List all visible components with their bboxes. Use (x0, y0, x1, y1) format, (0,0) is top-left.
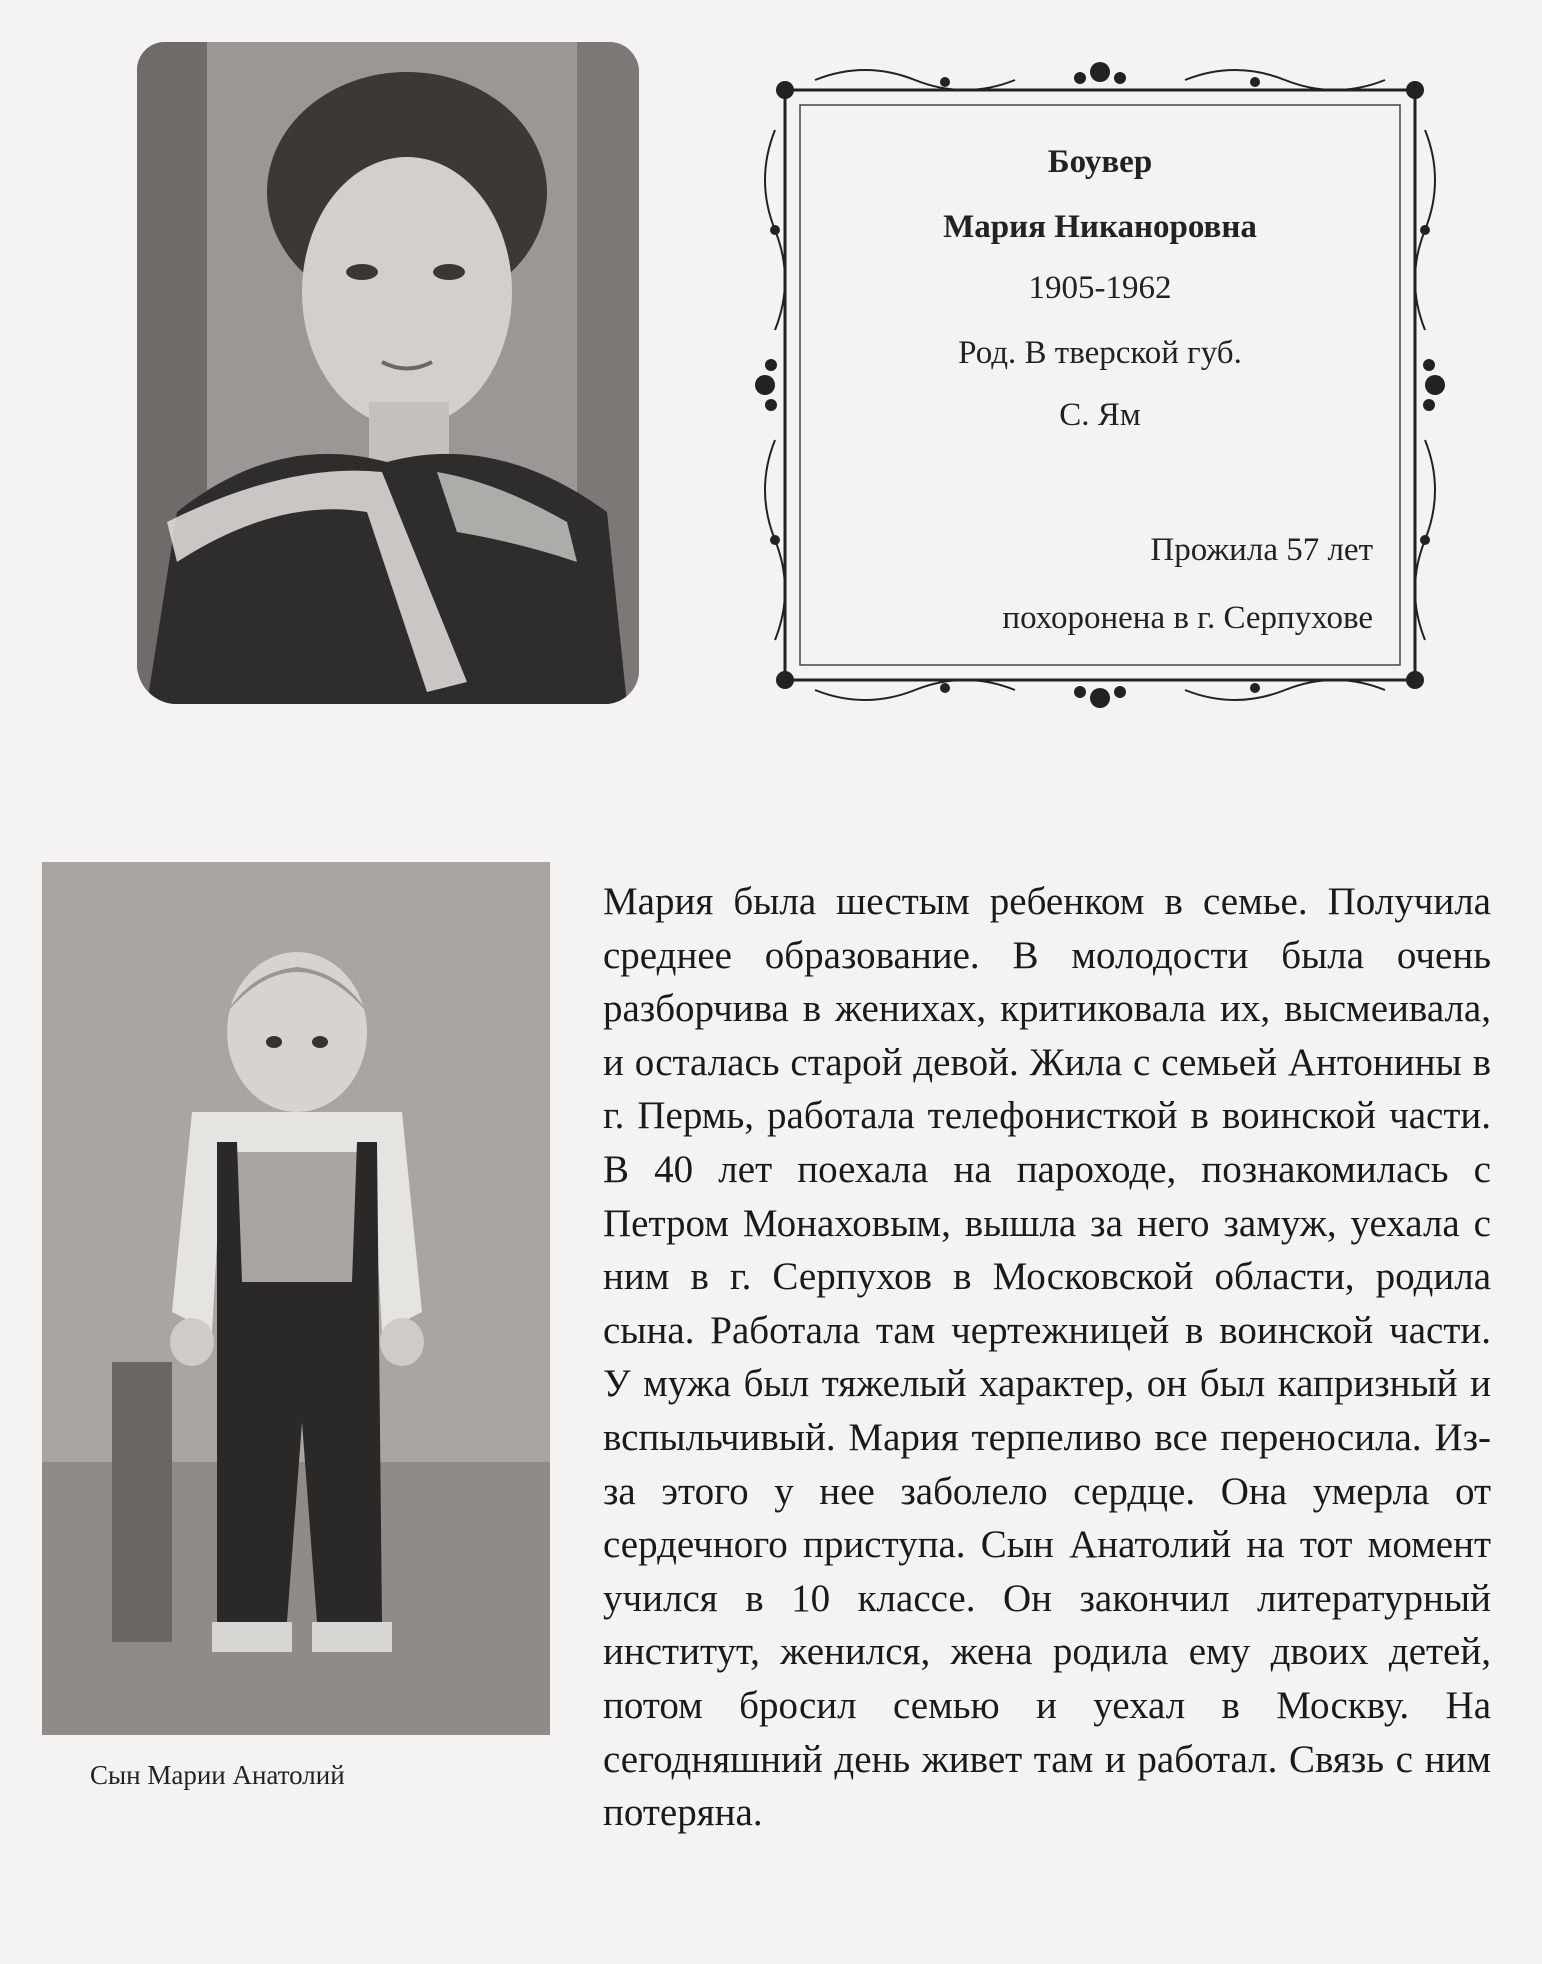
card-village: С. Ям (1059, 397, 1141, 433)
card-lived: Прожила 57 лет (1150, 532, 1373, 568)
photo-caption: Сын Марии Анатолий (90, 1760, 345, 1790)
card-surname: Боувер (1047, 144, 1153, 180)
portrait-illustration (137, 42, 639, 704)
bio-card-frame (745, 50, 1455, 720)
card-years: 1905-1962 (1028, 270, 1172, 306)
photo-son-anatoly (42, 862, 550, 1735)
biography-text: Мария была шестым ребенком в семье. Получила среднее образование. В молодости была очень разборчива в женихах, критиковала их, высмеивала, и осталась старой девой. Жила с семьей Антонины в г. Пермь, работала телефонисткой в воинской части. В 40 лет поехала на пароходе, познакомилась с Петром Монаховым, вышла за него замуж, уехала с ним в г. Серпухов в Московской области, родила сына. Работала там чертежницей в воинской части. У мужа был тяжелый характер, он был капризный и вспыльчивый. Мария терпеливо все переносила. Из-за этого у нее заболело сердце. Она умерла от сердечного приступа. Сын Анатолий на тот момент учился в 10 классе. Он закончил литературный институт, женился, жена родила ему двоих детей, потом бросил семью и уехал в Москву. На сегодняшний день живет там и работал. Связь с ним потеряна. (603, 880, 1491, 1835)
card-buried: похоронена в г. Серпухове (1002, 600, 1373, 636)
boy-illustration (42, 862, 550, 1735)
portrait-photo-maria (137, 42, 639, 704)
card-given-names: Мария Никаноровна (943, 209, 1257, 245)
card-birthplace: Род. В тверской губ. (958, 335, 1242, 371)
